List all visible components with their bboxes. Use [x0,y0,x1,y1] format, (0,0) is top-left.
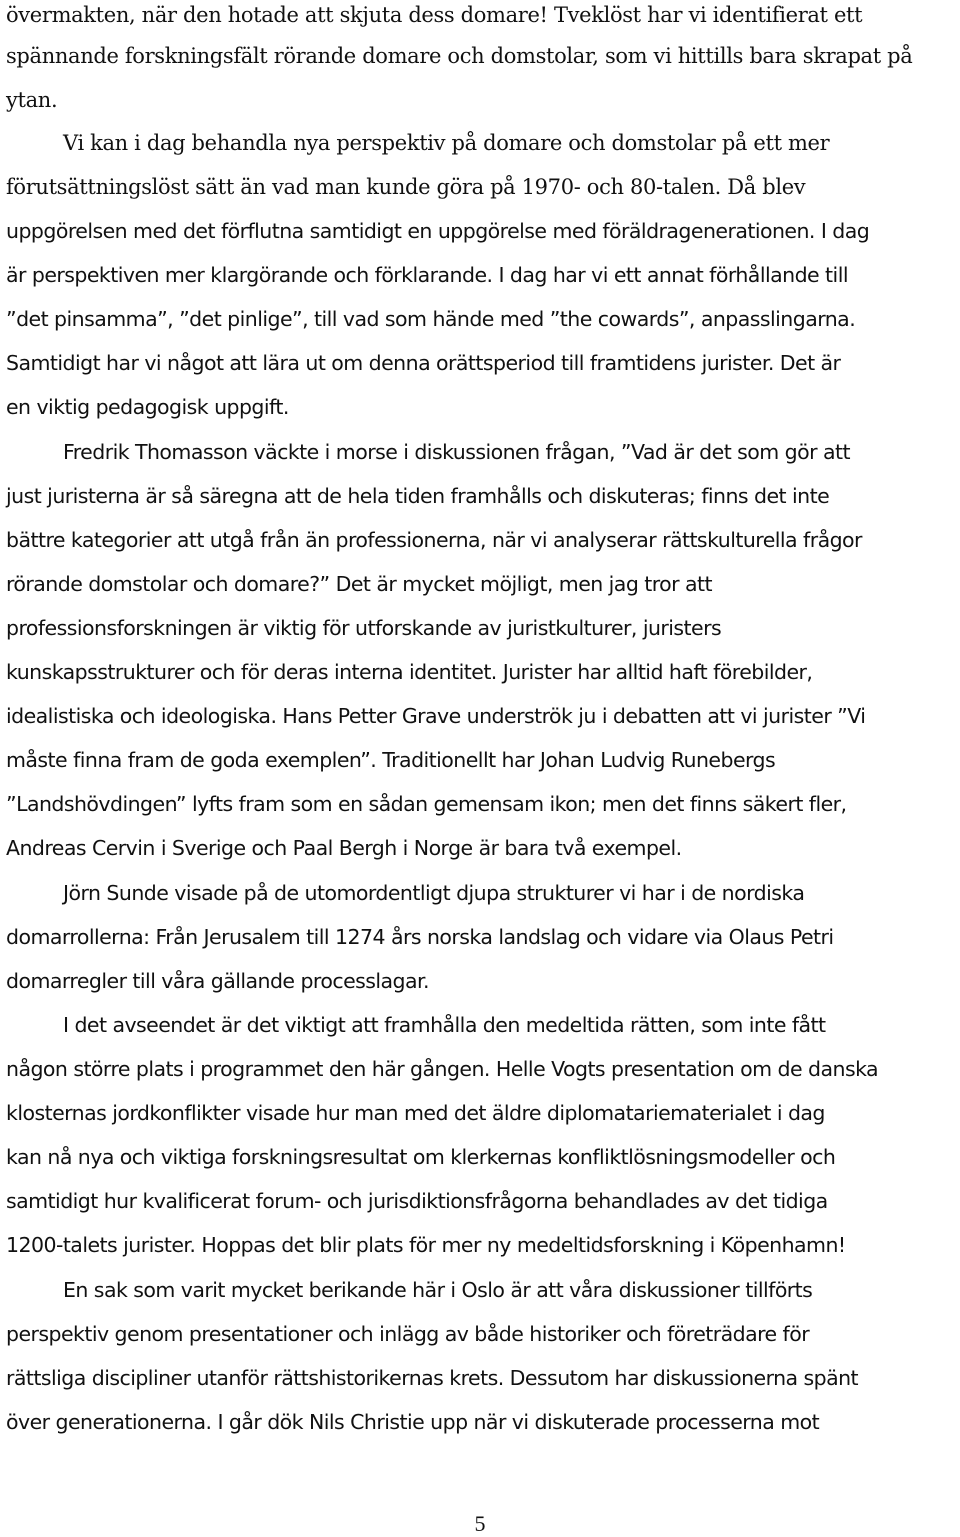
text-line: kan nå nya och viktiga forskningsresultat om klerkernas konfliktlösningsmodeller och [6,1145,836,1169]
text-line: samtidigt hur kvalificerat forum- och jurisdiktionsfrågorna behandlades av det tidiga [6,1189,828,1213]
text-line: förutsättningslöst sätt än vad man kunde göra på 1970- och 80-talen. Då blev [6,175,806,199]
text-line: Jörn Sunde visade på de utomordentligt djupa strukturer vi har i de nordiska [63,881,805,905]
text-line: är perspektiven mer klargörande och förklarande. I dag har vi ett annat förhållande till [6,263,848,287]
text-line: rättsliga discipliner utanför rättshistorikernas krets. Dessutom har diskussionerna spänt [6,1366,859,1390]
text-line: ytan. [6,88,58,112]
text-line: I det avseendet är det viktigt att framhålla den medeltida rätten, som inte fått [63,1013,826,1037]
text-line: professionsforskningen är viktig för utforskande av juristkulturer, juristers [6,616,722,640]
text-line: över generationerna. I går dök Nils Christie upp när vi diskuterade processerna mot [6,1410,820,1434]
text-line: En sak som varit mycket berikande här i Oslo är att våra diskussioner tillförts [63,1278,813,1302]
text-line: någon större plats i programmet den här gången. Helle Vogts presentation om de danska [6,1057,879,1081]
page-number: 5 [474,1511,486,1536]
text-line: övermakten, när den hotade att skjuta dess domare! Tveklöst har vi identifierat ett [6,3,863,27]
text-line: 1200-talets jurister. Hoppas det blir plats för mer ny medeltidsforskning i Köpenhamn! [6,1233,846,1257]
text-line: Samtidigt har vi något att lära ut om denna orättsperiod till framtidens jurister. Det är [6,351,841,375]
text-line: Fredrik Thomasson väckte i morse i diskussionen frågan, ”Vad är det som gör att [63,440,850,464]
text-line: Andreas Cervin i Sverige och Paal Bergh i Norge är bara två exempel. [6,836,682,860]
text-line: spännande forskningsfält rörande domare och domstolar, som vi hittills bara skrapat på [6,44,913,68]
text-line: måste finna fram de goda exemplen”. Traditionellt har Johan Ludvig Runebergs [6,748,776,772]
text-line: uppgörelsen med det förflutna samtidigt en uppgörelse med föräldragenerationen. I dag [6,219,870,243]
text-line: rörande domstolar och domare?” Det är mycket möjligt, men jag tror att [6,572,712,596]
text-line: Vi kan i dag behandla nya perspektiv på domare och domstolar på ett mer [63,131,830,155]
text-line: idealistiska och ideologiska. Hans Petter Grave underströk ju i debatten att vi jurister ”Vi [6,704,866,728]
text-line: ”Landshövdingen” lyfts fram som en sådan gemensam ikon; men det finns säkert fler, [6,792,847,816]
text-line: domarregler till våra gällande processlagar. [6,969,429,993]
text-line: domarrollerna: Från Jerusalem till 1274 års norska landslag och vidare via Olaus Petri [6,925,834,949]
text-line: ”det pinsamma”, ”det pinlige”, till vad som hände med ”the cowards”, anpasslingarna. [6,307,856,331]
document-page [6,0,958,1537]
text-line: just juristerna är så säregna att de hela tiden framhålls och diskuteras; finns det inte [6,484,830,508]
text-line: kunskapsstrukturer och för deras interna identitet. Jurister har alltid haft förebilder, [6,660,813,684]
text-line: perspektiv genom presentationer och inlägg av både historiker och företrädare för [6,1322,810,1346]
text-line: en viktig pedagogisk uppgift. [6,395,289,419]
text-line: klosternas jordkonflikter visade hur man med det äldre diplomatariematerialet i dag [6,1101,825,1125]
text-line: bättre kategorier att utgå från än professionerna, när vi analyserar rättskulturella frågor [6,528,862,552]
